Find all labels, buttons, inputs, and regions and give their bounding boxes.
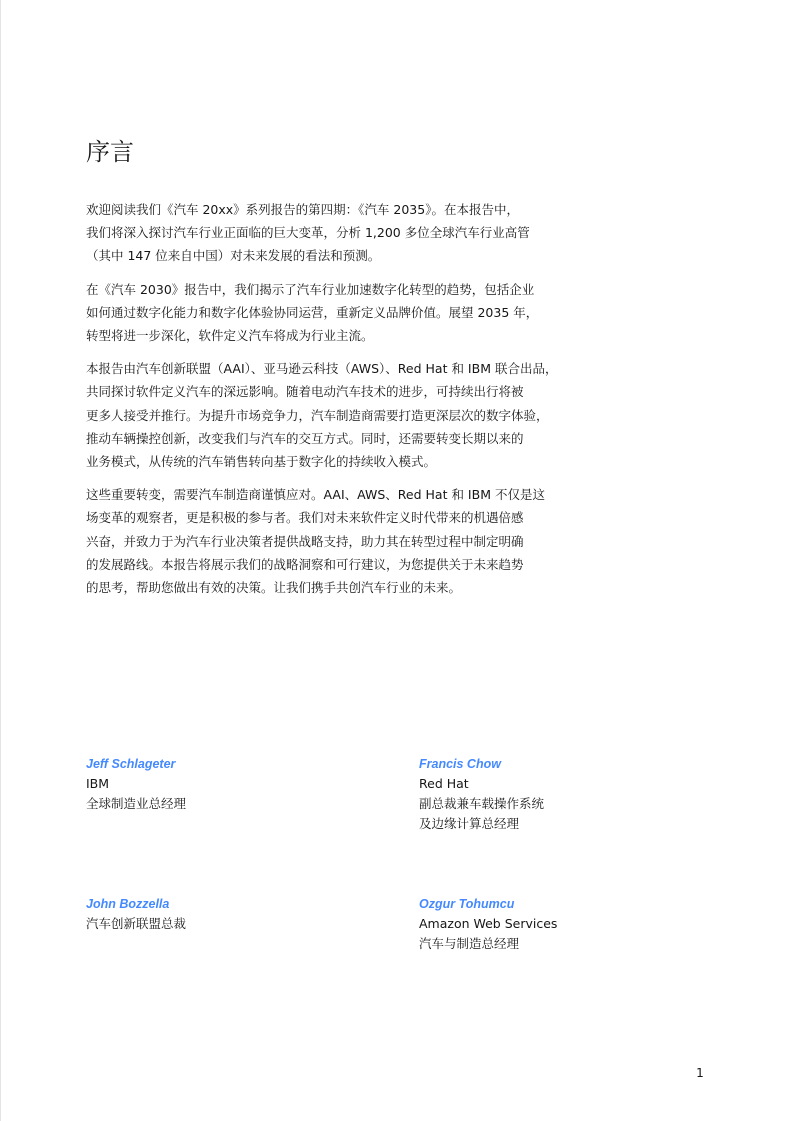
text-line: 如何通过数字化能力和数字化体验协同运营，重新定义品牌价值。展望 2035 年， xyxy=(86,304,539,320)
signatory-francis-chow xyxy=(419,754,719,834)
signatory-organization: Red Hat xyxy=(419,776,469,791)
paragraph-4 xyxy=(86,483,566,599)
text-line: 本报告由汽车创新联盟（AAI）、亚马逊云科技（AWS）、Red Hat 和 IBM 联合出品， xyxy=(86,361,558,377)
signatory-name: Jeff Schlageter xyxy=(86,757,176,771)
signatory-organization: IBM xyxy=(86,776,110,791)
text-line: 的发展路线。本报告将展示我们的战略洞察和可行建议，为您提供关于未来趋势 xyxy=(86,556,524,572)
paragraph-2 xyxy=(86,278,566,348)
signatory-name: John Bozzella xyxy=(86,897,170,911)
signatory-role: 及边缘计算总经理 xyxy=(419,816,520,831)
page-edge xyxy=(0,0,1,1121)
text-line: 更多人接受并推行。为提升市场竞争力，汽车制造商需要打造更深层次的数字体验， xyxy=(86,407,549,423)
signatory-organization: Amazon Web Services xyxy=(419,916,558,931)
text-line: 业务模式，从传统的汽车销售转向基于数字化的持续收入模式。 xyxy=(86,454,437,470)
signatory-ozgur-tohumcu xyxy=(419,894,719,954)
signatory-role: 副总裁兼车载操作系统 xyxy=(419,796,545,811)
foreword-body xyxy=(86,198,566,609)
text-line: 兴奋，并致力于为汽车行业决策者提供战略支持，助力其在转型过程中制定明确 xyxy=(86,533,524,549)
text-line: 推动车辆操控创新，改变我们与汽车的交互方式。同时，还需要转变长期以来的 xyxy=(86,430,524,446)
signatory-role: 汽车创新联盟总裁 xyxy=(86,916,187,931)
text-line: 我们将深入探讨汽车行业正面临的巨大变革，分析 1,200 多位全球汽车行业高管 xyxy=(86,225,530,241)
text-line: 共同探讨软件定义汽车的深远影响。随着电动汽车技术的进步，可持续出行将被 xyxy=(86,384,524,400)
paragraph-1 xyxy=(86,198,566,268)
signatory-name: Ozgur Tohumcu xyxy=(419,897,515,911)
signatory-jeff-schlageter xyxy=(86,754,386,814)
text-line: （其中 147 位来自中国）对未来发展的看法和预测。 xyxy=(86,248,381,264)
text-line: 这些重要转变，需要汽车制造商谨慎应对。AAI、AWS、Red Hat 和 IBM 不仅是这 xyxy=(86,487,545,503)
text-line: 欢迎阅读我们《汽车 20xx》系列报告的第四期：《汽车 2035》。在本报告中， xyxy=(86,202,519,217)
paragraph-3 xyxy=(86,357,566,473)
signatory-role: 全球制造业总经理 xyxy=(86,796,187,811)
page-number: 1 xyxy=(696,1066,704,1080)
text-line: 的思考，帮助您做出有效的决策。让我们携手共创汽车行业的未来。 xyxy=(86,580,462,596)
signatory-john-bozzella xyxy=(86,894,386,934)
text-line: 场变革的观察者，更是积极的参与者。我们对未来软件定义时代带来的机遇倍感 xyxy=(86,510,524,526)
signatory-role: 汽车与制造总经理 xyxy=(419,936,520,951)
signatory-name: Francis Chow xyxy=(419,757,501,771)
page-title: 序言 xyxy=(86,138,134,166)
text-line: 转型将进一步深化，软件定义汽车将成为行业主流。 xyxy=(86,328,374,344)
text-line: 在《汽车 2030》报告中，我们揭示了汽车行业加速数字化转型的趋势，包括企业 xyxy=(86,281,535,297)
